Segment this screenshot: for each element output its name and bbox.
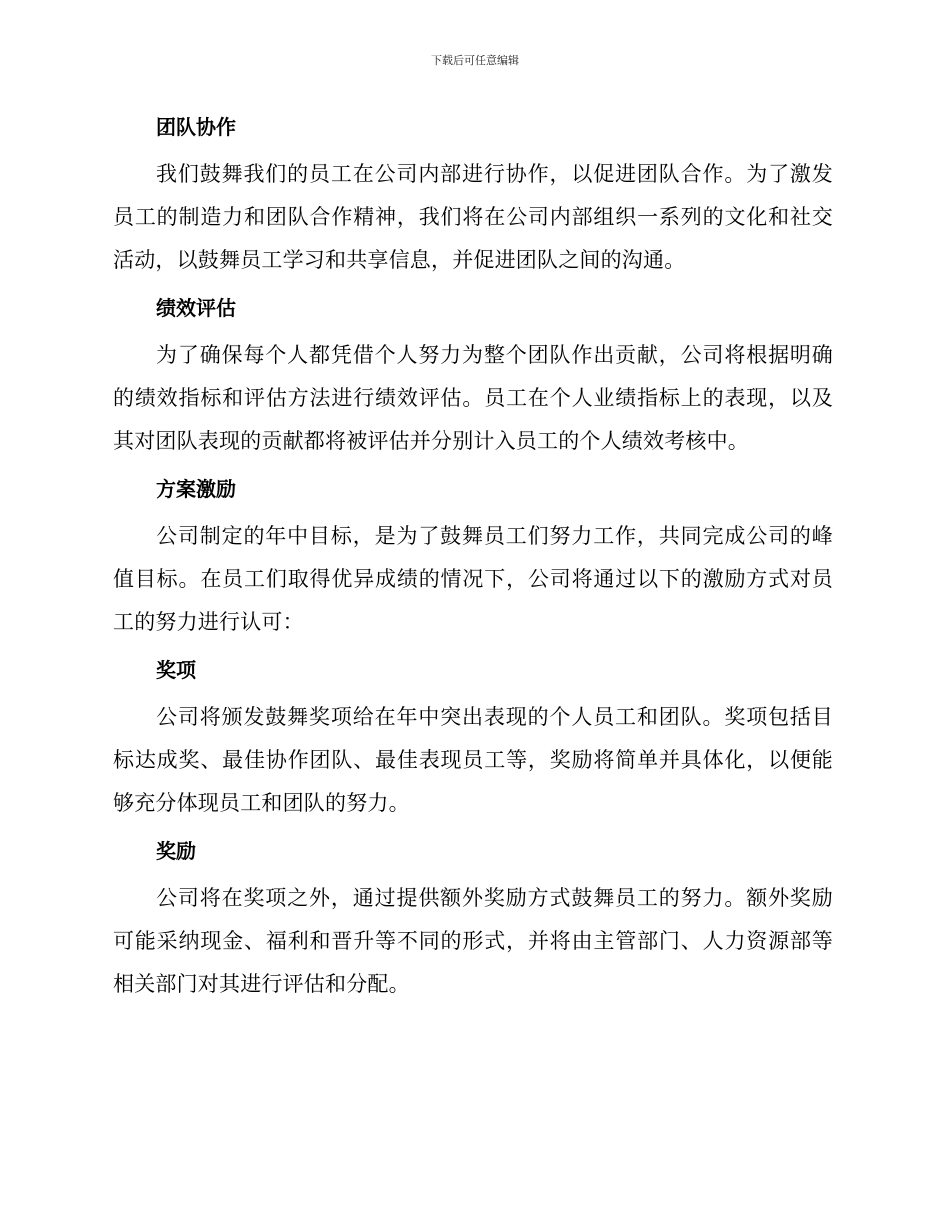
- document-content: [113, 108, 833, 1013]
- section-heading-incentive-plan: 方案激励: [156, 477, 236, 501]
- section-body-team-collaboration: 我们鼓舞我们的员工在公司内部进行协作，以促进团队合作。为了激发员工的制造力和团队合作精神，我们将在公司内部组织一系列的文化和社交活动，以鼓舞员工学习和共享信息，并促进团队之间的沟通。: [113, 162, 833, 272]
- section-heading-awards: 奖项: [156, 658, 196, 682]
- section-heading-rewards: 奖励: [156, 839, 196, 863]
- section-heading-performance-evaluation: 绩效评估: [156, 296, 236, 320]
- section-body-rewards: 公司将在奖项之外，通过提供额外奖励方式鼓舞员工的努力。额外奖励可能采纳现金、福利和晋升等不同的形式，并将由主管部门、人力资源部等相关部门对其进行评估和分配。: [113, 886, 833, 996]
- section-body-performance-evaluation: 为了确保每个人都凭借个人努力为整个团队作出贡献，公司将根据明确的绩效指标和评估方法进行绩效评估。员工在个人业绩指标上的表现，以及其对团队表现的贡献都将被评估并分别计入员工的个人绩效考核中。: [113, 343, 833, 453]
- section-body-incentive-plan: 公司制定的年中目标，是为了鼓舞员工们努力工作，共同完成公司的峰值目标。在员工们取得优异成绩的情况下，公司将通过以下的激励方式对员工的努力进行认可：: [113, 524, 833, 634]
- page-header-note: 下载后可任意编辑: [431, 54, 519, 67]
- section-heading-team-collaboration: 团队协作: [156, 115, 236, 139]
- section-body-awards: 公司将颁发鼓舞奖项给在年中突出表现的个人员工和团队。奖项包括目标达成奖、最佳协作团队、最佳表现员工等，奖励将简单并具体化，以便能够充分体现员工和团队的努力。: [113, 705, 833, 815]
